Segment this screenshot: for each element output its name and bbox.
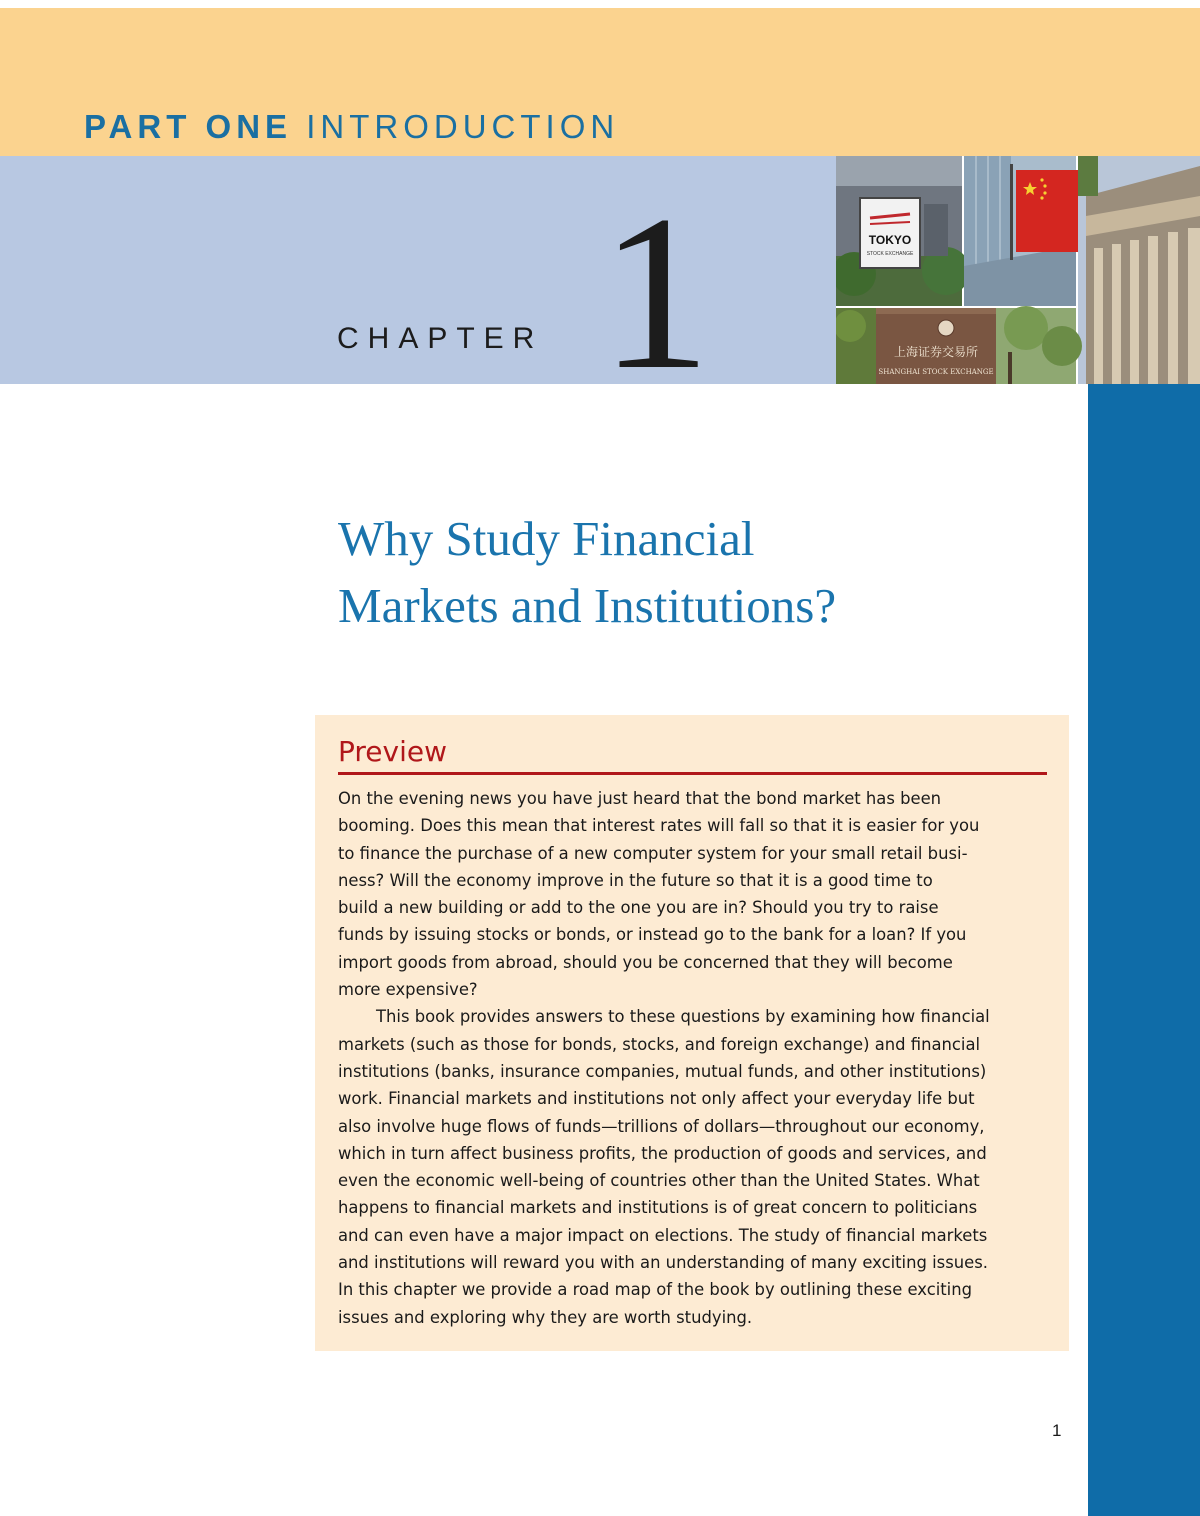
- shanghai-sign-text: 上海证券交易所: [893, 345, 979, 359]
- preview-paragraph-1: [338, 785, 1050, 1003]
- tokyo-sign-subtext: STOCK EXCHANGE: [866, 251, 914, 257]
- preview-text-line: institutions (banks, insurance companies, mutual funds, and other institutions): [338, 1061, 987, 1081]
- preview-text-line: and can even have a major impact on elections. The study of financial markets: [338, 1225, 988, 1245]
- side-accent-bar: [1088, 384, 1200, 1516]
- preview-text-line: markets (such as those for bonds, stocks, and foreign exchange) and financial: [338, 1034, 981, 1054]
- preview-text-line: happens to financial markets and institutions is of great concern to politicians: [338, 1198, 978, 1218]
- preview-text-line: On the evening news you have just heard that the bond market has been: [338, 789, 942, 808]
- preview-text-line: which in turn affect business profits, the production of goods and services, and: [338, 1143, 987, 1163]
- preview-text-line: build a new building or add to the one you are in? Should you try to raise: [338, 898, 939, 918]
- preview-text-line: booming. Does this mean that interest rates will fall so that it is easier for you: [338, 816, 980, 836]
- part-name: INTRODUCTION: [306, 108, 620, 145]
- preview-text-line: also involve huge flows of funds—trillions of dollars—throughout our economy,: [338, 1116, 985, 1136]
- preview-text-line: work. Financial markets and institutions not only affect your everyday life but: [338, 1089, 975, 1109]
- building-flag-photo: [964, 156, 1078, 306]
- photo-collage-image: [836, 156, 1200, 384]
- preview-text-line: This book provides answers to these questions by examining how financial: [376, 1007, 990, 1027]
- chapter-label: CHAPTER: [337, 322, 544, 355]
- preview-text-line: issues and exploring why they are worth studying.: [338, 1307, 753, 1327]
- preview-text-line: even the economic well-being of countries other than the United States. What: [338, 1171, 980, 1191]
- tokyo-sign-text: TOKYO: [868, 233, 912, 247]
- part-title: [84, 108, 619, 154]
- preview-text-line: more expensive?: [338, 980, 478, 1000]
- shanghai-exchange-photo: [836, 306, 1082, 384]
- preview-box: [315, 715, 1069, 1351]
- stock-exchange-photo-collage: [836, 156, 1200, 384]
- columned-building-photo: [1078, 156, 1200, 384]
- chapter-title: [338, 505, 1078, 639]
- preview-text-line: import goods from abroad, should you be concerned that they will become: [338, 952, 953, 972]
- preview-text-line: funds by issuing stocks or bonds, or instead go to the bank for a loan? If you: [338, 925, 967, 945]
- page-number: 1: [1052, 1421, 1062, 1440]
- preview-text-line: to finance the purchase of a new computer system for your small retail busi-: [338, 843, 968, 863]
- chapter-number: 1: [600, 170, 711, 416]
- preview-text-line: ness? Will the economy improve in the future so that it is a good time to: [338, 870, 933, 890]
- preview-divider: [338, 772, 1047, 775]
- shanghai-sign-text-en: SHANGHAI STOCK EXCHANGE: [878, 368, 994, 376]
- part-label: PART ONE: [84, 108, 293, 145]
- chapter-title-line-2: Markets and Institutions?: [338, 578, 837, 633]
- preview-text-line: and institutions will reward you with an understanding of many exciting issues.: [338, 1253, 988, 1273]
- preview-body: [338, 785, 1050, 1331]
- preview-paragraph-2: [338, 1003, 1050, 1331]
- preview-text-line: In this chapter we provide a road map of the book by outlining these exciting: [338, 1280, 973, 1300]
- chapter-title-line-1: Why Study Financial: [338, 511, 755, 566]
- tokyo-exchange-photo: [836, 156, 970, 306]
- preview-heading: Preview: [338, 735, 447, 768]
